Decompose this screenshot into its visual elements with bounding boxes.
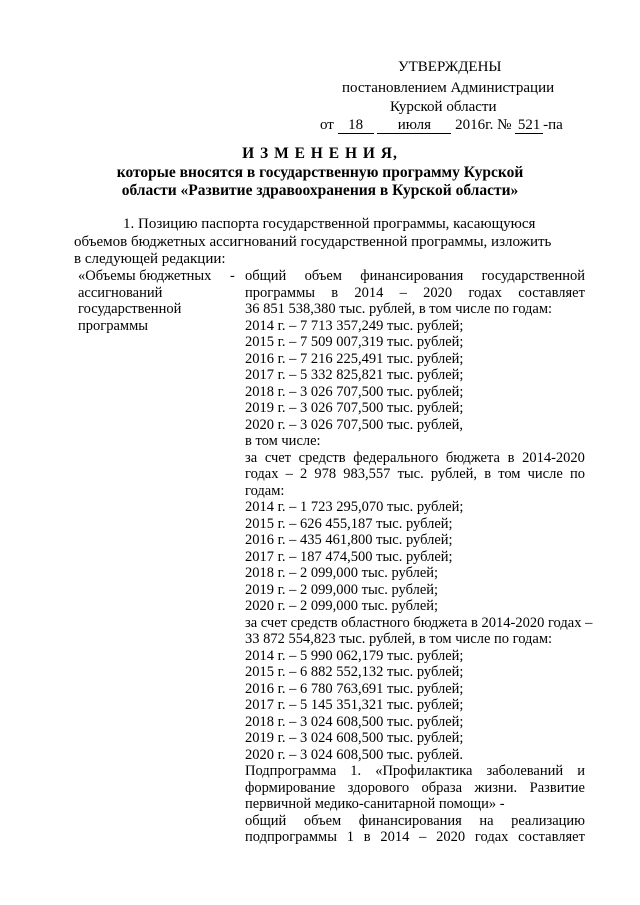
year-total-row: 2017 г. – 5 332 825,821 тыс. рублей; (245, 367, 464, 383)
doc-number: 521 (515, 118, 543, 134)
intro-line-1: 1. Позицию паспорта государственной программы, касающуюся (123, 216, 536, 232)
total-line-2: программы в 2014 – 2020 годах составляет (245, 284, 585, 301)
from-label: от (320, 117, 334, 133)
subprogram-line-2: формирование здорового образа жизни. Развитие (245, 779, 585, 796)
left-col-line: государственной (78, 301, 182, 317)
subprogram-line-1: Подпрограмма 1. «Профилактика заболеваний и (245, 763, 585, 779)
doc-subtitle-1: которые вносятся в государственную программу Курской (116, 164, 524, 181)
doc-subtitle-2: области «Развитие здравоохранения в Курской области» (121, 182, 519, 199)
year-regional-row: 2014 г. – 5 990 062,179 тыс. рублей; (245, 647, 464, 664)
approval-line-2: постановлением Администрации (342, 80, 555, 96)
number-label: № (497, 117, 512, 133)
year-federal-row: 2018 г. – 2 099,000 тыс. рублей; (245, 565, 439, 581)
passport-right-column (245, 268, 593, 846)
date-year: 2016г. (455, 117, 494, 133)
year-total-row: 2018 г. – 3 026 707,500 тыс. рублей; (245, 383, 464, 400)
approval-line-3: Курской области (390, 99, 497, 115)
year-total-row: 2020 г. – 3 026 707,500 тыс. рублей, (245, 416, 464, 433)
date-day: 18 (338, 118, 374, 134)
federal-line-3: годам: (245, 482, 285, 499)
federal-line-2: годах – 2 978 983,557 тыс. рублей, в том числе по (245, 466, 585, 482)
year-regional-row: 2015 г. – 6 882 552,132 тыс. рублей; (245, 664, 464, 680)
year-federal-row: 2019 г. – 2 099,000 тыс. рублей; (245, 581, 439, 598)
approval-title: УТВЕРЖДЕНЫ (398, 59, 502, 75)
number-suffix: -па (543, 117, 563, 133)
date-month: июля (377, 118, 451, 134)
including-label: в том числе: (245, 433, 321, 449)
left-col-line: ассигнований (78, 284, 163, 301)
year-total-row: 2014 г. – 7 713 357,249 тыс. рублей; (245, 317, 464, 334)
year-federal-row: 2020 г. – 2 099,000 тыс. рублей; (245, 598, 439, 614)
subprogram-total-line-1: общий объем финансирования на реализацию (245, 812, 585, 829)
total-line-1: общий объем финансирования государственной (245, 268, 585, 284)
regional-line-1: за счет средств областного бюджета в 2014-2020 годах – (245, 614, 593, 631)
year-federal-row: 2016 г. – 435 461,800 тыс. рублей; (245, 532, 453, 548)
year-total-row: 2016 г. – 7 216 225,491 тыс. рублей; (245, 350, 464, 367)
year-regional-row: 2020 г. – 3 024 608,500 тыс. рублей. (245, 746, 464, 763)
column-dash: - (230, 268, 235, 284)
subprogram-total-line-2: подпрограммы 1 в 2014 – 2020 годах составляет (245, 829, 585, 845)
approval-date-line (320, 116, 563, 134)
doc-heading: И З М Е Н Е Н И Я, (242, 145, 398, 162)
year-federal-row: 2014 г. – 1 723 295,070 тыс. рублей; (245, 499, 464, 515)
year-federal-row: 2017 г. – 187 474,500 тыс. рублей; (245, 548, 453, 565)
left-col-line: «Объемы бюджетных (78, 268, 212, 284)
intro-line-3: в следующей редакции: (74, 251, 226, 267)
subprogram-line-3: первичной медико-санитарной помощи» - (245, 796, 505, 812)
intro-line-2: объемов бюджетных ассигнований государственной программы, изложить (74, 234, 552, 250)
year-total-row: 2019 г. – 3 026 707,500 тыс. рублей; (245, 400, 464, 416)
regional-line-2: 33 872 554,823 тыс. рублей, в том числе по годам: (245, 631, 553, 647)
passport-left-column (78, 268, 236, 334)
year-regional-row: 2019 г. – 3 024 608,500 тыс. рублей; (245, 730, 464, 746)
year-regional-row: 2017 г. – 5 145 351,321 тыс. рублей; (245, 697, 464, 713)
total-line-3: 36 851 538,380 тыс. рублей, в том числе по годам: (245, 301, 553, 317)
year-federal-row: 2015 г. – 626 455,187 тыс. рублей; (245, 515, 453, 532)
left-col-line: программы (78, 317, 148, 334)
year-regional-row: 2016 г. – 6 780 763,691 тыс. рублей; (245, 680, 464, 697)
federal-line-1: за счет средств федерального бюджета в 2014-2020 (245, 449, 585, 466)
year-total-row: 2015 г. – 7 509 007,319 тыс. рублей; (245, 334, 464, 350)
year-regional-row: 2018 г. – 3 024 608,500 тыс. рублей; (245, 713, 464, 730)
